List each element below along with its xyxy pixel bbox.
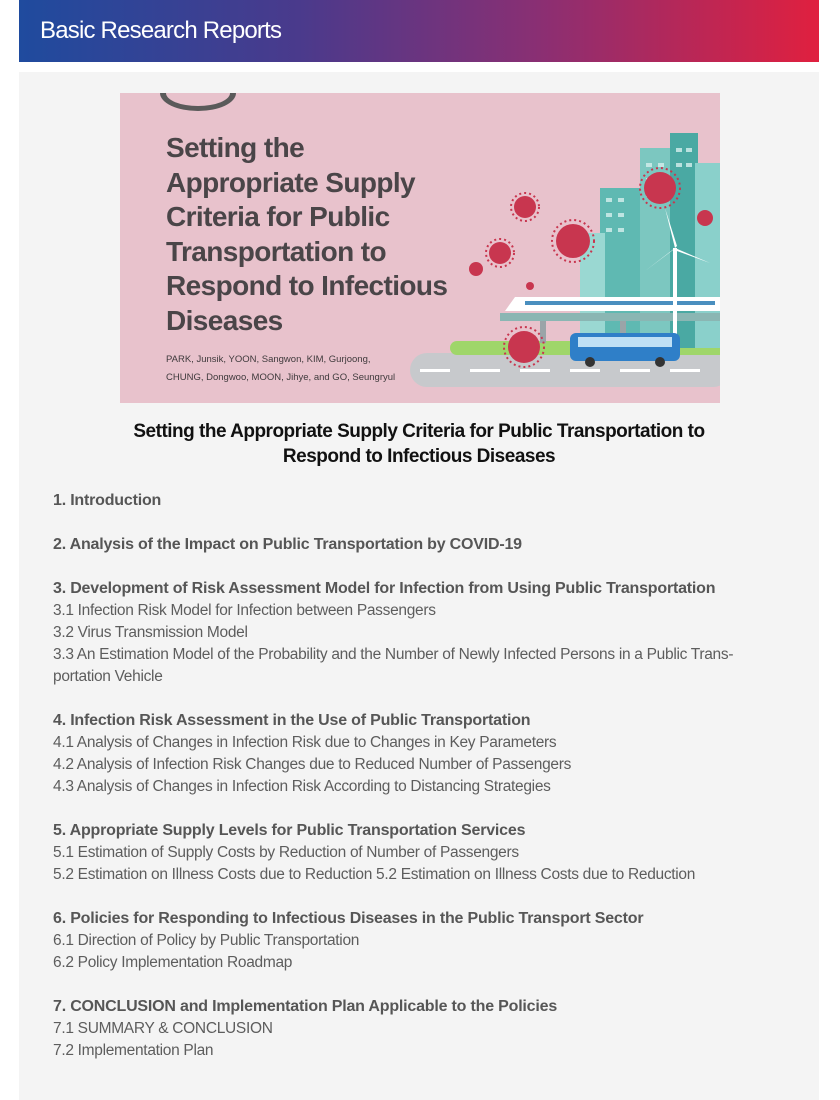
report-panel bbox=[19, 72, 819, 1100]
toc-item: 3.1 Infection Risk Model for Infection between Passengers bbox=[53, 602, 436, 619]
cover-title-line: Diseases bbox=[166, 304, 283, 336]
toc-item: 6.2 Policy Implementation Roadmap bbox=[53, 954, 293, 971]
toc-section-heading: 6. Policies for Responding to Infectious Diseases in the Public Transport Sector bbox=[53, 910, 644, 927]
toc-section bbox=[53, 820, 793, 886]
toc-item: 4.3 Analysis of Changes in Infection Risk According to Distancing Strategies bbox=[53, 778, 551, 795]
toc-section bbox=[53, 578, 793, 688]
cover-title-line: Transportation to bbox=[166, 235, 387, 267]
toc-section-heading: 4. Infection Risk Assessment in the Use of Public Transportation bbox=[53, 712, 531, 729]
toc-item: 7.2 Implementation Plan bbox=[53, 1042, 214, 1059]
toc-item: 3.3 An Estimation Model of the Probability and the Number of Newly Infected Persons in a Public Trans- bbox=[53, 646, 734, 663]
cover-title-line: Criteria for Public bbox=[166, 201, 390, 232]
toc-section bbox=[53, 996, 793, 1062]
toc-section-heading: 5. Appropriate Supply Levels for Public Transportation Services bbox=[53, 822, 526, 839]
cover-title-line: Respond to Infectious bbox=[166, 270, 448, 301]
toc-section-heading: 3. Development of Risk Assessment Model for Infection from Using Public Transportation bbox=[53, 580, 716, 597]
toc-item: portation Vehicle bbox=[53, 668, 163, 685]
toc-item: 5.2 Estimation on Illness Costs due to Reduction 5.2 Estimation on Illness Costs due to Reduction bbox=[53, 866, 696, 883]
toc-item: 3.2 Virus Transmission Model bbox=[53, 624, 248, 641]
toc-item: 7.1 SUMMARY & CONCLUSION bbox=[53, 1020, 273, 1037]
toc-item: 5.1 Estimation of Supply Costs by Reduction of Number of Passengers bbox=[53, 844, 519, 861]
cover-title bbox=[166, 131, 466, 338]
toc-section bbox=[53, 534, 793, 556]
cover-title-line: Setting the bbox=[166, 132, 305, 163]
cover-authors bbox=[166, 351, 456, 387]
toc-section-heading: 7. CONCLUSION and Implementation Plan Applicable to the Policies bbox=[53, 998, 558, 1015]
table-of-contents bbox=[53, 490, 793, 1084]
cover-title-line: Appropriate Supply bbox=[166, 166, 415, 198]
report-cover-image[interactable] bbox=[120, 93, 720, 403]
toc-section bbox=[53, 710, 793, 798]
page-header bbox=[19, 0, 819, 62]
document-title-line: Setting the Appropriate Supply Criteria for Public Transportation to bbox=[133, 421, 705, 442]
toc-section bbox=[53, 490, 793, 512]
toc-item: 6.1 Direction of Policy by Public Transportation bbox=[53, 932, 360, 949]
toc-section-heading: 1. Introduction bbox=[53, 492, 162, 509]
toc-section bbox=[53, 908, 793, 974]
document-title-line: Respond to Infectious Diseases bbox=[282, 446, 556, 467]
toc-section-heading: 2. Analysis of the Impact on Public Transportation by COVID-19 bbox=[53, 536, 522, 553]
toc-item: 4.1 Analysis of Changes in Infection Risk due to Changes in Key Parameters bbox=[53, 734, 557, 751]
cover-authors-line: PARK, Junsik, YOON, Sangwon, KIM, Gurjoong, bbox=[166, 354, 371, 365]
cover-authors-line: CHUNG, Dongwoo, MOON, Jihye, and GO, Seungryul bbox=[166, 372, 396, 383]
header-title: Basic Research Reports bbox=[40, 17, 282, 44]
toc-item: 4.2 Analysis of Infection Risk Changes due to Reduced Number of Passengers bbox=[53, 756, 572, 773]
document-title bbox=[89, 419, 749, 469]
